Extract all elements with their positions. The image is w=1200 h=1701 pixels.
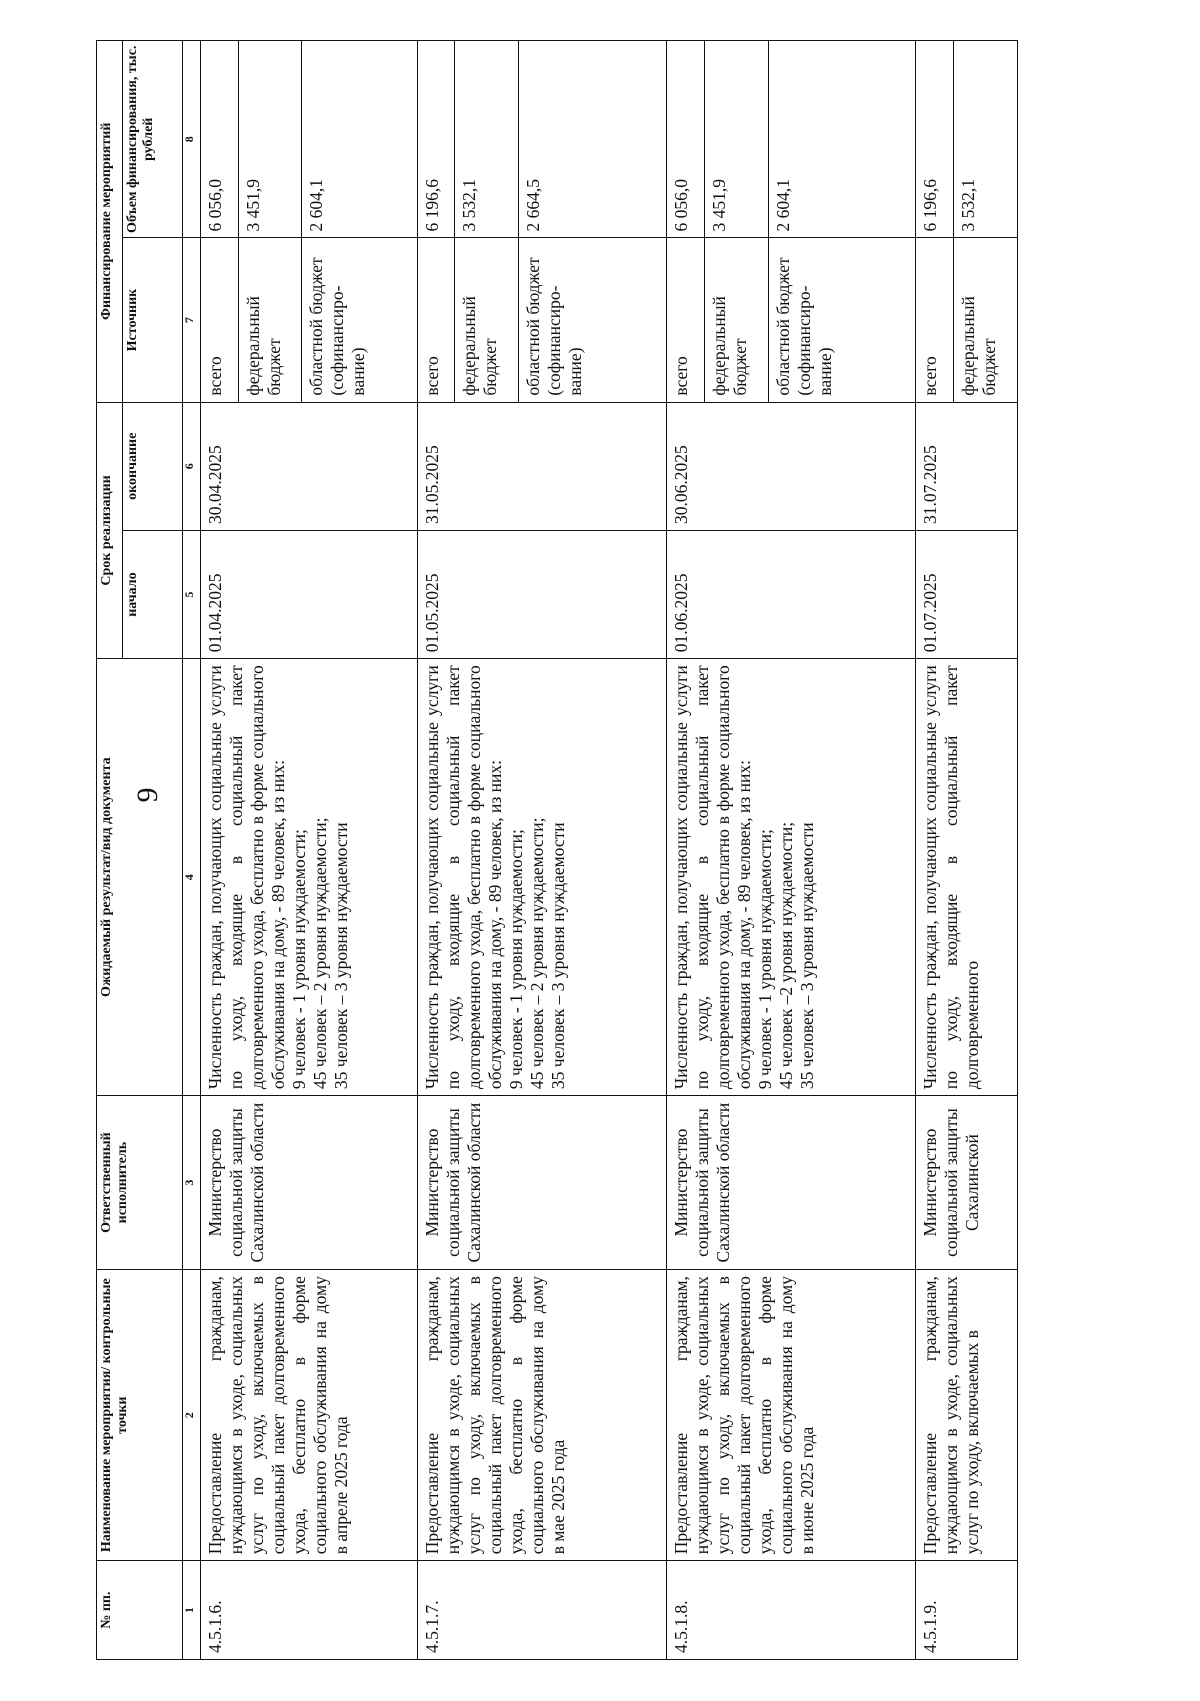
row-name: Предоставление гражданам, нуждающимся в уходе, социальных услуг по уходу, включаемых в [916, 1270, 1018, 1561]
fin-source: областной бюджет (софинансиро-вание) [519, 238, 667, 402]
row-executor: Министерство социальной защиты Сахалинской области [417, 1096, 666, 1270]
col-number: 1 [183, 1561, 201, 1660]
col-number: 7 [183, 238, 201, 402]
fin-source: федеральный бюджет [455, 238, 519, 402]
result-line: 35 человек – 3 уровня нуждаемости [330, 822, 351, 1090]
row-start: 01.05.2025 [417, 530, 666, 658]
row-result [200, 659, 417, 1096]
fin-amount: 3 532,1 [953, 41, 1017, 239]
column-numbers-row [183, 41, 201, 1660]
fin-source: федеральный бюджет [238, 238, 302, 402]
fin-source: всего [916, 238, 954, 402]
row-start: 01.06.2025 [667, 530, 916, 658]
result-line: 45 человек – 2 уровня нуждаемости; [309, 817, 330, 1090]
result-line: 9 человек - 1 уровня нуждаемости; [505, 829, 526, 1090]
header-row-1 [97, 41, 123, 1660]
table-row [200, 41, 238, 1660]
header-result: Ожидаемый результат/вид документа [97, 659, 183, 1096]
table-row [916, 41, 954, 1660]
fin-amount: 2 664,5 [519, 41, 667, 239]
plan-table [96, 40, 1018, 1660]
row-result [916, 659, 1018, 1096]
result-line: 9 человек - 1 уровня нуждаемости; [288, 829, 309, 1090]
fin-source: федеральный бюджет [704, 238, 768, 402]
row-end: 30.06.2025 [667, 402, 916, 530]
col-number: 5 [183, 530, 201, 658]
row-start: 01.04.2025 [200, 530, 417, 658]
result-line: 35 человек – 3 уровня нуждаемости [797, 822, 818, 1090]
row-name: Предоставление гражданам, нуждающимся в уходе, социальных услуг по уходу, включаемых в социальный пакет долговременного ухода, бесплатно в форме социального обслуживания на дому в июне 2025 года [667, 1270, 916, 1561]
fin-source: федеральный бюджет [953, 238, 1017, 402]
header-financing: Финансирование мероприятий [97, 41, 123, 403]
row-num: 4.5.1.8. [667, 1561, 916, 1660]
fin-source: областной бюджет (софинансиро-вание) [768, 238, 916, 402]
document-sheet [96, 40, 1018, 1660]
fin-amount: 6 196,6 [417, 41, 455, 239]
col-number: 2 [183, 1270, 201, 1561]
header-name: Наименование мероприятия/ контрольные точки [97, 1270, 183, 1561]
result-line: Численность граждан, получающих социальные услуги по уходу, входящие в социальный пакет долговременного ухода, бесплатно в форме социального обслуживания на дому, - 89 человек, из них: [671, 665, 755, 1090]
fin-amount: 3 451,9 [238, 41, 302, 239]
row-num: 4.5.1.9. [916, 1561, 1018, 1660]
result-line: Численность граждан, получающих социальные услуги по уходу, входящие в социальный пакет долговременного ухода, бесплатно в форме социального обслуживания на дому, - 89 человек, из них: [204, 665, 288, 1090]
row-name: Предоставление гражданам, нуждающимся в уходе, социальных услуг по уходу, включаемых в социальный пакет долговременного ухода, бесплатно в форме социального обслуживания на дому в мае 2025 года [417, 1270, 666, 1561]
fin-amount: 6 196,6 [916, 41, 954, 239]
row-executor: Министерство социальной защиты Сахалинской области [667, 1096, 916, 1270]
row-result [667, 659, 916, 1096]
row-start: 01.07.2025 [916, 530, 1018, 658]
fin-amount: 6 056,0 [667, 41, 705, 239]
header-volume: Объем финансирования, тыс. рублей [123, 41, 183, 239]
fin-source: всего [417, 238, 455, 402]
row-end: 31.05.2025 [417, 402, 666, 530]
fin-source: областной бюджет (софинансиро-вание) [302, 238, 417, 402]
col-number: 6 [183, 402, 201, 530]
fin-amount: 3 451,9 [704, 41, 768, 239]
row-end: 31.07.2025 [916, 402, 1018, 530]
header-num: № пп. [97, 1561, 183, 1660]
col-number: 8 [183, 41, 201, 239]
result-line: Численность граждан, получающих социальные услуги по уходу, входящие в социальный пакет долговременного [920, 665, 983, 1090]
table-row [417, 41, 455, 1660]
row-result [417, 659, 666, 1096]
row-name: Предоставление гражданам, нуждающимся в уходе, социальных услуг по уходу, включаемых в социальный пакет долговременного ухода, бесплатно в форме социального обслуживания на дому в апреле 2025 года [200, 1270, 417, 1561]
result-line: 35 человек – 3 уровня нуждаемости [547, 822, 568, 1090]
fin-source: всего [667, 238, 705, 402]
row-executor: Министерство социальной защиты Сахалинской [916, 1096, 1018, 1270]
row-num: 4.5.1.7. [417, 1561, 666, 1660]
result-line: 45 человек –2 уровня нуждаемости; [776, 821, 797, 1090]
table-row [667, 41, 705, 1660]
header-source: Источник [123, 238, 183, 402]
fin-source: всего [200, 238, 238, 402]
header-term-start: начало [123, 530, 183, 658]
fin-amount: 2 604,1 [302, 41, 417, 239]
fin-amount: 6 056,0 [200, 41, 238, 239]
header-term-end: окончание [123, 402, 183, 530]
fin-amount: 2 604,1 [768, 41, 916, 239]
row-end: 30.04.2025 [200, 402, 417, 530]
col-number: 4 [183, 659, 201, 1096]
result-line: 45 человек – 2 уровня нуждаемости; [526, 817, 547, 1090]
result-line: Численность граждан, получающих социальные услуги по уходу, входящие в социальный пакет долговременного ухода, бесплатно в форме социального обслуживания на дому, - 89 человек, из них: [421, 665, 505, 1090]
page-number: 9 [131, 787, 164, 803]
row-executor: Министерство социальной защиты Сахалинской области [200, 1096, 417, 1270]
header-term: Срок реализации [97, 402, 123, 659]
result-line: 9 человек - 1 уровня нуждаемости; [755, 829, 776, 1090]
row-num: 4.5.1.6. [200, 1561, 417, 1660]
fin-amount: 3 532,1 [455, 41, 519, 239]
header-executor: Ответственный исполнитель [97, 1096, 183, 1270]
col-number: 3 [183, 1096, 201, 1270]
